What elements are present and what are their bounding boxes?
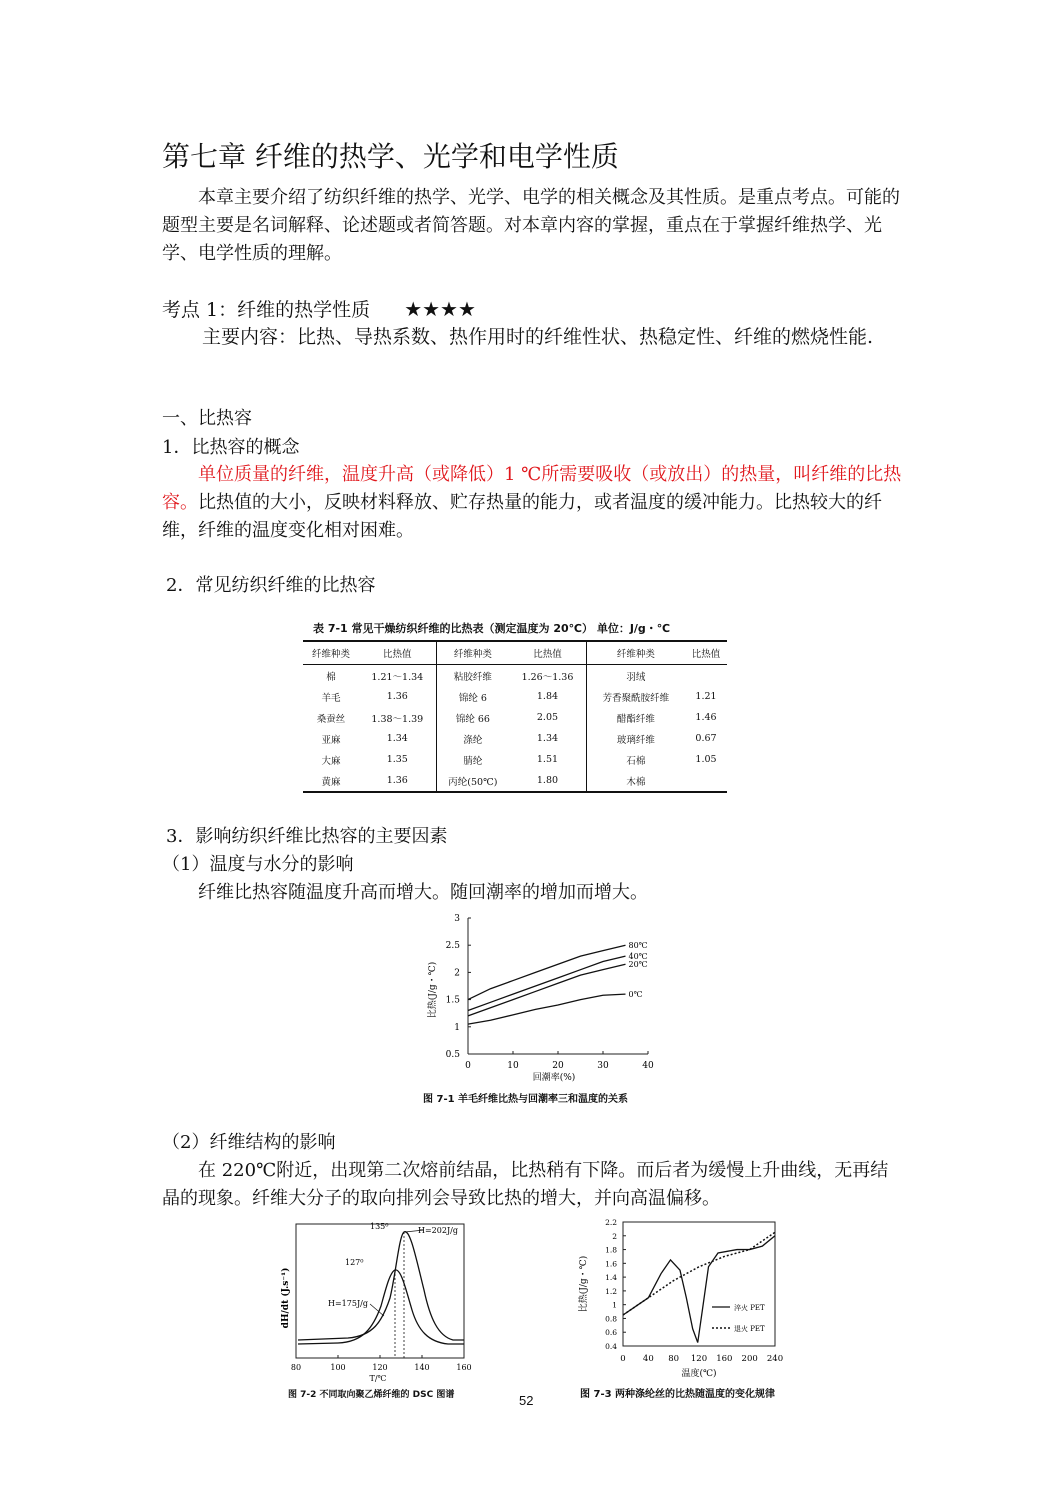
fig3-ytick-label: 0.8 [605, 1314, 617, 1324]
chapter-title: 第七章 纤维的热学、光学和电学性质 [162, 140, 619, 173]
fig1-ytick-label: 1.5 [445, 995, 460, 1006]
fig1-caption: 图 7-1 羊毛纤维比热与回潮率三和温度的关系 [423, 1094, 629, 1105]
fig1-xtick-label: 0 [465, 1061, 471, 1071]
fig2-annotation: H=202J/g [418, 1226, 458, 1235]
kp1-heading [162, 296, 476, 323]
fig2-xtick-label: 140 [414, 1363, 430, 1372]
fig3-ytick-label: 2 [612, 1231, 617, 1241]
table-cell: 黄麻 [303, 770, 359, 792]
section-1-1-heading: 1．比热容的概念 [162, 437, 300, 458]
fig2-annotation: 135⁰ [370, 1222, 389, 1231]
fig3-ytick-label: 1.8 [605, 1245, 617, 1255]
table-cell: 石棉 [626, 755, 646, 767]
table-cell: 木棉 [586, 770, 685, 792]
table-cell: 醋酯纤维 [616, 713, 655, 725]
fig3-ytick-label: 0.4 [605, 1342, 617, 1351]
fig3-caption: 图 7-3 两种涤纶丝的比热随温度的变化规律 [580, 1389, 776, 1400]
fig3-ytick-label: 1.6 [605, 1259, 617, 1269]
fig3-ylabel: 比热(J/g・℃) [579, 1255, 589, 1313]
table-cell: 羽绒 [626, 671, 646, 683]
fig3-xtick-label: 240 [766, 1354, 784, 1364]
fig1-series-line [468, 964, 626, 1016]
kp1-stars: ★★★★ [404, 297, 476, 321]
fig1-ytick-label: 2 [454, 968, 460, 979]
intro-paragraph: 本章主要介绍了纺织纤维的热学、光学、电学的相关概念及其性质。是重点考点。可能的题型主要是名词解释、论述题或者简答题。对本章内容的掌握，重点在于掌握纤维热学、光学、电学性质的理解。 [162, 187, 900, 264]
fig1-xtick-label: 40 [642, 1061, 654, 1071]
fig1-series-line [468, 956, 626, 1010]
table-cell: 1.34 [509, 728, 586, 749]
fig3-xtick-label: 40 [642, 1354, 654, 1364]
fig1-ytick-label: 1 [454, 1022, 460, 1033]
section-1-3-heading: 3．影响纺织纤维比热容的主要因素 [166, 826, 448, 847]
section-1-3-1-heading: （1）温度与水分的影响 [162, 854, 354, 875]
table-row [303, 686, 727, 707]
table-cell: 1.21～1.34 [359, 665, 436, 687]
table-cell: 羊毛 [321, 692, 341, 704]
table-row [303, 707, 727, 728]
table-cell: 1.35 [359, 749, 436, 770]
table-cell: 桑蚕丝 [316, 713, 346, 725]
fig1-xtick-label: 30 [597, 1061, 609, 1071]
fig2-frame [296, 1224, 464, 1358]
table-cell: 涤纶 [463, 734, 483, 746]
fig2-annotation: 127⁰ [345, 1258, 364, 1267]
fig2-xlabel: T/℃ [369, 1374, 387, 1383]
fig2-xtick-label: 100 [330, 1363, 346, 1372]
fig2-chart [278, 1218, 472, 1383]
table-cell: 1.36 [359, 770, 436, 792]
table-cell: 腈纶 [463, 755, 483, 767]
table-cell [685, 665, 727, 687]
fig2-xtick-label: 120 [372, 1363, 388, 1372]
fig3-xtick-label: 120 [690, 1354, 708, 1364]
fig3-chart [575, 1214, 790, 1384]
table-row [303, 728, 727, 749]
fig1-series-label: 0℃ [628, 990, 643, 1000]
table-cell: 1.26～1.36 [509, 665, 586, 687]
table-cell: 1.21 [695, 691, 717, 702]
fig1-series-line [468, 945, 626, 999]
fig1-ylabel: 比热(J/g・℃) [428, 961, 438, 1019]
table-cell: 1.46 [695, 712, 717, 723]
section-1-heading: 一、比热容 [162, 408, 252, 429]
table-cell: 亚麻 [321, 734, 341, 746]
definition-rest: 比热值的大小，反映材料释放、贮存热量的能力，或者温度的缓冲能力。比热较大的纤维，纤维的温度变化相对困难。 [162, 492, 882, 541]
table-header: 纤维种类 [436, 641, 509, 665]
table-header: 比热值 [685, 641, 727, 665]
table-cell: 玻璃纤维 [616, 734, 655, 746]
fig3-ytick-label: 0.6 [605, 1328, 617, 1338]
fig1-xtick-label: 10 [507, 1061, 519, 1071]
fig3-series-annealed [623, 1232, 775, 1315]
table-header: 纤维种类 [303, 641, 359, 665]
table-header-row [303, 641, 727, 665]
section-1-3-2-heading: （2）纤维结构的影响 [162, 1132, 336, 1153]
table-cell [685, 770, 727, 792]
fig3-legend-label: 退火 PET [734, 1325, 765, 1333]
table-cell: 大麻 [321, 755, 341, 767]
table-cell: 0.67 [695, 733, 717, 744]
fig3-ytick-label: 2.2 [605, 1218, 617, 1227]
table-cell: 棉 [326, 671, 336, 683]
specific-heat-table [303, 640, 727, 793]
section-1-3-1-text: 纤维比热容随温度升高而增大。随回潮率的增加而增大。 [198, 882, 648, 903]
fig3-xtick-label: 160 [716, 1354, 733, 1364]
table-cell: 1.84 [509, 686, 586, 707]
table-header: 比热值 [509, 641, 586, 665]
fig1-xlabel: 回潮率(%) [532, 1073, 576, 1083]
fig1-series-label: 80℃ [628, 941, 648, 951]
table-row [303, 770, 727, 792]
fig3-xtick-label: 0 [620, 1354, 626, 1364]
table-caption: 表 7-1 常见干燥纺织纤维的比热表（测定温度为 20℃） 单位：J/g・℃ [313, 622, 671, 635]
table-cell: 锦纶 66 [455, 713, 490, 725]
fig2-caption: 图 7-2 不同取向聚乙烯纤维的 DSC 图谱 [288, 1390, 455, 1400]
fig1-ytick-label: 0.5 [445, 1050, 460, 1060]
table-cell: 1.80 [509, 770, 586, 792]
fig3-xtick-label: 80 [668, 1354, 680, 1364]
page-number: 52 [519, 1393, 534, 1408]
table-header: 比热值 [359, 641, 436, 665]
section-1-3-2-text: 在 220℃附近，出现第二次熔前结晶，比热稍有下降。而后者为缓慢上升曲线，无再结晶的现象。纤维大分子的取向排列会导致比热的增大，并向高温偏移。 [162, 1160, 889, 1209]
table-row [303, 665, 727, 687]
table-cell: 1.38～1.39 [359, 707, 436, 728]
main-content-paragraph: 主要内容：比热、导热系数、热作用时的纤维性状、热稳定性、纤维的燃烧性能. [202, 326, 874, 348]
fig3-ytick-label: 1.2 [605, 1286, 617, 1296]
fig1-ytick-label: 2.5 [445, 941, 460, 952]
fig2-xtick-label: 160 [456, 1363, 472, 1372]
fig1-series-label: 20℃ [628, 960, 648, 970]
fig1-chart [420, 910, 660, 1085]
table-cell: 粘胶纤维 [453, 671, 492, 683]
fig1-xtick-label: 20 [552, 1061, 564, 1071]
table-row [303, 749, 727, 770]
fig1-ytick-label: 3 [454, 914, 460, 924]
fig2-ylabel: dH/dt (J.s⁻¹) [281, 1267, 291, 1329]
table-header: 纤维种类 [586, 641, 685, 665]
fig3-ytick-label: 1.4 [605, 1273, 617, 1283]
table-cell: 2.05 [509, 707, 586, 728]
table-cell: 1.51 [509, 749, 586, 770]
fig3-xlabel: 温度(℃) [681, 1369, 717, 1379]
fig1-series-line [468, 994, 626, 1024]
table-cell: 1.34 [359, 728, 436, 749]
fig3-legend-label: 淬火 PET [734, 1304, 765, 1312]
fig3-xtick-label: 200 [741, 1354, 758, 1364]
table-cell: 1.36 [359, 686, 436, 707]
kp1-label: 考点 1：纤维的热学性质 [162, 299, 371, 321]
fig2-curve-175 [298, 1270, 464, 1344]
table-cell: 1.05 [695, 754, 717, 765]
table-cell: 锦纶 6 [458, 692, 487, 704]
fig3-ytick-label: 1 [612, 1300, 617, 1310]
fig2-curve-202 [298, 1232, 464, 1340]
table-cell: 丙纶(50℃) [436, 770, 509, 792]
table-cell: 芳香聚酰胺纤维 [602, 692, 670, 704]
fig2-xtick-label: 80 [290, 1363, 302, 1372]
fig2-annotation: H=175J/g [328, 1299, 368, 1308]
definition-paragraph [162, 461, 902, 545]
definition-highlight: 单位质量的纤维，温度升高（或降低）1 ℃所需要吸收（或放出）的热量，叫纤维的比热容。 [162, 464, 902, 513]
section-1-2-heading: 2．常见纺织纤维的比热容 [166, 575, 376, 596]
fig1-series-label: 40℃ [628, 952, 648, 962]
